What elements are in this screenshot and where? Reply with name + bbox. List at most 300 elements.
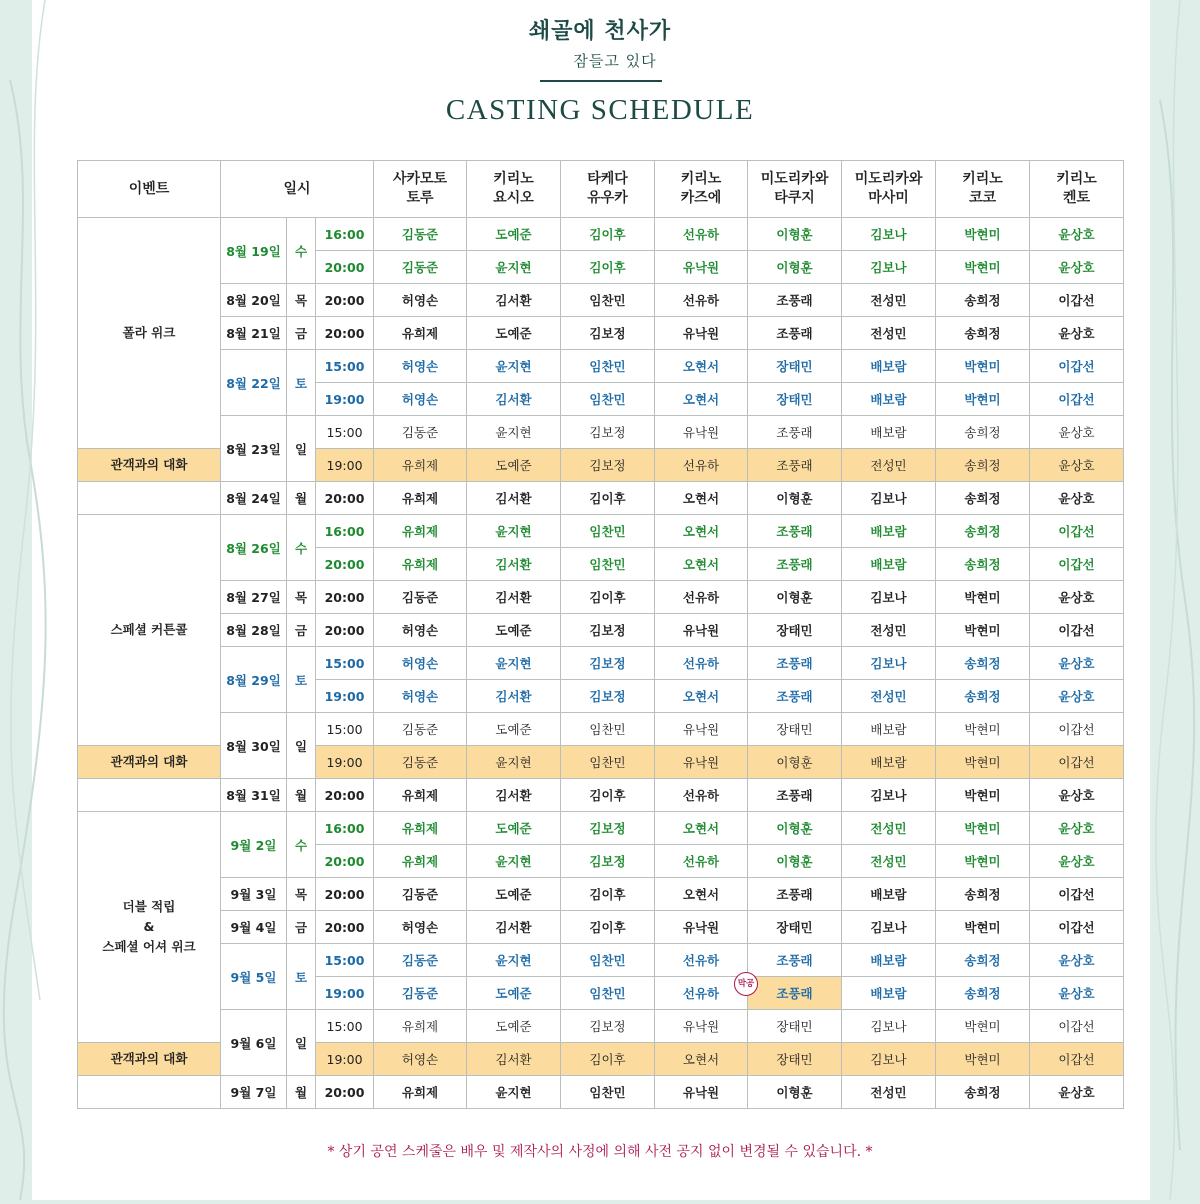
cast-cell: 김보정	[561, 812, 655, 845]
cast-cell: 장태민	[748, 614, 842, 647]
cast-cell: 송희정	[936, 647, 1030, 680]
cast-cell: 배보람	[842, 713, 936, 746]
cast-cell: 김동준	[374, 218, 467, 251]
date-cell: 8월 22일	[221, 350, 287, 416]
cast-cell: 박현미	[936, 1043, 1030, 1076]
time-cell: 15:00	[316, 1010, 374, 1043]
cast-cell: 허영손	[374, 647, 467, 680]
cast-cell: 이형훈	[748, 1076, 842, 1109]
cast-cell: 유희제	[374, 449, 467, 482]
cast-cell: 조풍래	[748, 878, 842, 911]
event-talk-label: 관객과의 대화	[78, 746, 221, 779]
logo-title-line1: 쇄골에 천사가	[528, 18, 672, 44]
event-label: 폴라 위크	[78, 218, 221, 449]
cast-cell: 임찬민	[561, 746, 655, 779]
cast-cell: 김동준	[374, 746, 467, 779]
event-talk-label: 관객과의 대화	[78, 1043, 221, 1076]
cast-cell: 도예준	[467, 878, 561, 911]
cast-cell: 박현미	[936, 251, 1030, 284]
cast-cell: 송희정	[936, 944, 1030, 977]
header-role-2: 키리노 요시오	[467, 161, 561, 218]
cast-cell: 김동준	[374, 977, 467, 1010]
date-cell: 8월 26일	[221, 515, 287, 581]
cast-cell: 허영손	[374, 350, 467, 383]
cast-cell: 유희제	[374, 317, 467, 350]
cast-cell: 윤상호	[1030, 944, 1124, 977]
cast-cell: 윤상호	[1030, 581, 1124, 614]
time-cell: 16:00	[316, 218, 374, 251]
time-cell: 20:00	[316, 845, 374, 878]
date-cell: 8월 29일	[221, 647, 287, 713]
day-cell: 토	[287, 944, 316, 1010]
cast-cell: 김이후	[561, 878, 655, 911]
cast-cell: 김이후	[561, 218, 655, 251]
cast-cell: 조풍래	[748, 317, 842, 350]
cast-cell: 윤지현	[467, 944, 561, 977]
header-role-3: 타케다 유우카	[561, 161, 655, 218]
date-cell: 9월 3일	[221, 878, 287, 911]
cast-cell: 조풍래	[748, 680, 842, 713]
cast-cell: 이형훈	[748, 251, 842, 284]
day-cell: 금	[287, 317, 316, 350]
cast-cell: 윤상호	[1030, 647, 1124, 680]
cast-cell: 윤상호	[1030, 317, 1124, 350]
cast-cell: 윤지현	[467, 1076, 561, 1109]
cast-cell: 전성민	[842, 1076, 936, 1109]
cast-cell: 윤상호	[1030, 812, 1124, 845]
cast-cell: 조풍래	[748, 416, 842, 449]
cast-cell: 김서환	[467, 581, 561, 614]
table-row	[78, 317, 1124, 350]
cast-cell: 김동준	[374, 878, 467, 911]
time-cell: 19:00	[316, 383, 374, 416]
cast-cell: 오현서	[655, 878, 748, 911]
cast-cell: 이형훈	[748, 482, 842, 515]
cast-cell: 송희정	[936, 482, 1030, 515]
cast-cell: 이갑선	[1030, 1010, 1124, 1043]
cast-cell: 박현미	[936, 614, 1030, 647]
cast-cell: 이갑선	[1030, 911, 1124, 944]
cast-cell: 선유하	[655, 779, 748, 812]
cast-cell: 전성민	[842, 614, 936, 647]
cast-cell: 배보람	[842, 746, 936, 779]
day-cell: 수	[287, 812, 316, 878]
cast-cell: 이갑선	[1030, 515, 1124, 548]
casting-schedule-table	[77, 160, 1124, 1109]
cast-cell: 이갑선	[1030, 878, 1124, 911]
cast-cell: 김보정	[561, 1010, 655, 1043]
cast-cell: 임찬민	[561, 944, 655, 977]
date-cell: 9월 4일	[221, 911, 287, 944]
cast-cell: 유희제	[374, 515, 467, 548]
cast-cell: 윤상호	[1030, 218, 1124, 251]
cast-cell: 김서환	[467, 482, 561, 515]
cast-cell: 송희정	[936, 680, 1030, 713]
day-cell: 일	[287, 713, 316, 779]
cast-cell: 윤상호	[1030, 251, 1124, 284]
cast-cell: 김서환	[467, 284, 561, 317]
cast-cell: 윤상호	[1030, 680, 1124, 713]
cast-cell: 배보람	[842, 548, 936, 581]
cast-cell: 허영손	[374, 1043, 467, 1076]
cast-cell: 유낙원	[655, 713, 748, 746]
cast-cell: 도예준	[467, 812, 561, 845]
cast-cell: 송희정	[936, 317, 1030, 350]
table-row	[78, 1076, 1124, 1109]
day-cell: 토	[287, 350, 316, 416]
cast-cell: 윤상호	[1030, 416, 1124, 449]
cast-cell: 허영손	[374, 911, 467, 944]
cast-cell: 조풍래	[748, 779, 842, 812]
cast-cell: 유낙원	[655, 1010, 748, 1043]
cast-cell: 선유하	[655, 581, 748, 614]
time-cell: 15:00	[316, 713, 374, 746]
table-row	[78, 482, 1124, 515]
cast-cell: 오현서	[655, 482, 748, 515]
cast-cell: 전성민	[842, 812, 936, 845]
cast-cell: 유희제	[374, 812, 467, 845]
event-talk-label: 관객과의 대화	[78, 449, 221, 482]
cast-cell: 오현서	[655, 1043, 748, 1076]
header-role-5: 미도리카와 타쿠지	[748, 161, 842, 218]
cast-cell: 송희정	[936, 977, 1030, 1010]
cast-cell: 윤지현	[467, 845, 561, 878]
header-role-6: 미도리카와 마사미	[842, 161, 936, 218]
cast-cell: 박현미	[936, 911, 1030, 944]
cast-cell: 임찬민	[561, 284, 655, 317]
cast-cell: 장태민	[748, 383, 842, 416]
cast-cell: 배보람	[842, 878, 936, 911]
cast-cell: 오현서	[655, 350, 748, 383]
cast-cell: 송희정	[936, 515, 1030, 548]
logo-title-line2: 잠들고 있다	[573, 52, 657, 70]
cast-cell: 전성민	[842, 317, 936, 350]
cast-cell: 이갑선	[1030, 548, 1124, 581]
footnote: * 상기 공연 스케줄은 배우 및 제작사의 사정에 의해 사전 공지 없이 변경될 수 있습니다. *	[327, 1144, 873, 1160]
time-cell: 19:00	[316, 977, 374, 1010]
cast-cell: 김보나	[842, 1043, 936, 1076]
cast-cell: 임찬민	[561, 383, 655, 416]
date-cell: 8월 27일	[221, 581, 287, 614]
time-cell: 19:00	[316, 1043, 374, 1076]
time-cell: 20:00	[316, 779, 374, 812]
cast-cell: 김보나	[842, 251, 936, 284]
cast-cell: 박현미	[936, 779, 1030, 812]
header-role-1: 사카모토 토루	[374, 161, 467, 218]
date-cell: 9월 2일	[221, 812, 287, 878]
cast-cell: 장태민	[748, 1043, 842, 1076]
table-row	[78, 1010, 1124, 1043]
cast-cell: 윤지현	[467, 515, 561, 548]
day-cell: 일	[287, 416, 316, 482]
cast-cell: 김서환	[467, 548, 561, 581]
cast-cell: 전성민	[842, 680, 936, 713]
cast-cell: 유낙원	[655, 317, 748, 350]
cast-cell: 장태민	[748, 350, 842, 383]
cast-cell: 김보정	[561, 647, 655, 680]
cast-cell: 임찬민	[561, 1076, 655, 1109]
table-header-row	[78, 161, 1124, 218]
date-cell: 8월 20일	[221, 284, 287, 317]
cast-cell: 송희정	[936, 449, 1030, 482]
cast-cell: 김보나	[842, 1010, 936, 1043]
day-cell: 월	[287, 779, 316, 812]
cast-cell: 김동준	[374, 944, 467, 977]
cast-cell: 임찬민	[561, 515, 655, 548]
cast-cell: 유희제	[374, 1076, 467, 1109]
cast-cell: 조풍래	[748, 449, 842, 482]
cast-cell: 김보나	[842, 647, 936, 680]
cast-cell: 오현서	[655, 812, 748, 845]
time-cell: 20:00	[316, 284, 374, 317]
time-cell: 20:00	[316, 1076, 374, 1109]
cast-cell: 유낙원	[655, 416, 748, 449]
cast-cell: 장태민	[748, 713, 842, 746]
cast-cell: 유희제	[374, 845, 467, 878]
cast-cell: 선유하	[655, 218, 748, 251]
cast-cell: 허영손	[374, 284, 467, 317]
time-cell: 20:00	[316, 548, 374, 581]
cast-cell: 막공 조풍래	[748, 977, 842, 1010]
cast-cell: 장태민	[748, 911, 842, 944]
cast-cell: 윤지현	[467, 647, 561, 680]
cast-cell: 선유하	[655, 647, 748, 680]
table-body	[78, 218, 1124, 1109]
cast-cell: 도예준	[467, 317, 561, 350]
table-row	[78, 515, 1124, 548]
table-row	[78, 779, 1124, 812]
time-cell: 20:00	[316, 317, 374, 350]
table-row	[78, 647, 1124, 680]
cast-cell: 김동준	[374, 581, 467, 614]
cast-cell: 김서환	[467, 779, 561, 812]
cast-cell: 송희정	[936, 1076, 1030, 1109]
cast-cell: 이갑선	[1030, 350, 1124, 383]
day-cell: 월	[287, 482, 316, 515]
time-cell: 19:00	[316, 680, 374, 713]
time-cell: 20:00	[316, 878, 374, 911]
time-cell: 19:00	[316, 449, 374, 482]
cast-cell: 배보람	[842, 944, 936, 977]
cast-cell: 김서환	[467, 911, 561, 944]
date-cell: 8월 31일	[221, 779, 287, 812]
cast-cell: 허영손	[374, 614, 467, 647]
cast-cell: 선유하	[655, 977, 748, 1010]
day-cell: 금	[287, 911, 316, 944]
day-cell: 토	[287, 647, 316, 713]
table-row	[78, 416, 1124, 449]
cast-cell: 오현서	[655, 515, 748, 548]
cast-cell: 도예준	[467, 449, 561, 482]
cast-cell: 이갑선	[1030, 284, 1124, 317]
cast-cell: 선유하	[655, 845, 748, 878]
cast-cell: 김이후	[561, 779, 655, 812]
date-cell: 8월 21일	[221, 317, 287, 350]
cast-cell: 임찬민	[561, 548, 655, 581]
date-cell: 9월 5일	[221, 944, 287, 1010]
cast-cell: 윤지현	[467, 251, 561, 284]
table-row	[78, 614, 1124, 647]
cast-cell: 유낙원	[655, 911, 748, 944]
cast-cell: 도예준	[467, 218, 561, 251]
cast-cell: 도예준	[467, 614, 561, 647]
cast-cell: 이형훈	[748, 218, 842, 251]
cast-cell: 윤지현	[467, 350, 561, 383]
cast-cell: 유희제	[374, 779, 467, 812]
left-decoration	[0, 0, 60, 1200]
cast-cell: 이갑선	[1030, 713, 1124, 746]
table-row	[78, 812, 1124, 845]
right-decoration	[1150, 0, 1200, 1200]
header-role-7: 키리노 코코	[936, 161, 1030, 218]
cast-cell: 조풍래	[748, 515, 842, 548]
table-row	[78, 218, 1124, 251]
day-cell: 금	[287, 614, 316, 647]
cast-cell: 조풍래	[748, 944, 842, 977]
cast-cell: 유희제	[374, 1010, 467, 1043]
cast-cell: 전성민	[842, 284, 936, 317]
cast-cell: 도예준	[467, 977, 561, 1010]
header-role-8: 키리노 켄토	[1030, 161, 1124, 218]
cast-cell: 박현미	[936, 1010, 1030, 1043]
cast-cell: 조풍래	[748, 647, 842, 680]
cast-cell: 이형훈	[748, 746, 842, 779]
cast-cell: 김보정	[561, 680, 655, 713]
time-cell: 16:00	[316, 515, 374, 548]
cast-cell: 이형훈	[748, 845, 842, 878]
cast-cell: 박현미	[936, 383, 1030, 416]
cast-cell: 박현미	[936, 218, 1030, 251]
event-label: 스페셜 커튼콜	[78, 515, 221, 746]
cast-cell: 김보나	[842, 911, 936, 944]
cast-cell: 김동준	[374, 251, 467, 284]
time-cell: 20:00	[316, 911, 374, 944]
cast-cell: 송희정	[936, 284, 1030, 317]
cast-cell: 윤상호	[1030, 779, 1124, 812]
day-cell: 수	[287, 515, 316, 581]
day-cell: 월	[287, 1076, 316, 1109]
cast-cell: 도예준	[467, 713, 561, 746]
event-label-continued	[78, 779, 221, 812]
cast-cell: 배보람	[842, 416, 936, 449]
cast-cell: 전성민	[842, 449, 936, 482]
day-cell: 목	[287, 878, 316, 911]
cast-cell: 전성민	[842, 845, 936, 878]
cast-cell: 유낙원	[655, 251, 748, 284]
header-event: 이벤트	[78, 161, 221, 218]
time-cell: 20:00	[316, 581, 374, 614]
cast-cell: 송희정	[936, 416, 1030, 449]
time-cell: 15:00	[316, 944, 374, 977]
cast-cell: 김서환	[467, 383, 561, 416]
cast-cell: 김보정	[561, 614, 655, 647]
cast-cell: 배보람	[842, 977, 936, 1010]
date-cell: 9월 7일	[221, 1076, 287, 1109]
cast-cell: 윤지현	[467, 416, 561, 449]
cast-cell: 김이후	[561, 482, 655, 515]
last-performance-badge: 막공	[734, 972, 758, 996]
cast-cell: 윤상호	[1030, 1076, 1124, 1109]
cast-cell: 오현서	[655, 548, 748, 581]
cast-cell: 김보정	[561, 416, 655, 449]
cast-cell: 유낙원	[655, 614, 748, 647]
cast-cell: 허영손	[374, 680, 467, 713]
cast-cell: 오현서	[655, 680, 748, 713]
cast-cell: 임찬민	[561, 977, 655, 1010]
cast-cell: 유낙원	[655, 746, 748, 779]
cast-cell: 김보나	[842, 218, 936, 251]
date-cell: 8월 19일	[221, 218, 287, 284]
table-row	[78, 713, 1124, 746]
event-label-continued	[78, 1076, 221, 1109]
day-cell: 일	[287, 1010, 316, 1076]
cast-cell: 이갑선	[1030, 746, 1124, 779]
event-label: 더블 적립 & 스페셜 어셔 위크	[78, 812, 221, 1043]
cast-cell: 김동준	[374, 713, 467, 746]
day-cell: 목	[287, 581, 316, 614]
cast-cell: 박현미	[936, 350, 1030, 383]
cast-cell: 장태민	[748, 1010, 842, 1043]
cast-cell: 김이후	[561, 911, 655, 944]
cast-cell: 조풍래	[748, 548, 842, 581]
cast-cell: 임찬민	[561, 713, 655, 746]
header	[0, 0, 1200, 150]
cast-cell: 허영손	[374, 383, 467, 416]
table-row	[78, 581, 1124, 614]
cast-cell: 김이후	[561, 581, 655, 614]
cast-cell: 윤상호	[1030, 977, 1124, 1010]
date-cell: 8월 24일	[221, 482, 287, 515]
cast-cell: 김이후	[561, 1043, 655, 1076]
cast-cell: 유희제	[374, 548, 467, 581]
cast-cell: 유희제	[374, 482, 467, 515]
date-cell: 9월 6일	[221, 1010, 287, 1076]
cast-cell: 김보정	[561, 449, 655, 482]
cast-cell: 박현미	[936, 581, 1030, 614]
date-cell: 8월 28일	[221, 614, 287, 647]
date-cell: 8월 30일	[221, 713, 287, 779]
cast-cell: 도예준	[467, 1010, 561, 1043]
table-row	[78, 350, 1124, 383]
cast-cell: 윤상호	[1030, 449, 1124, 482]
cast-cell: 김이후	[561, 251, 655, 284]
cast-cell: 송희정	[936, 548, 1030, 581]
cast-cell: 이형훈	[748, 812, 842, 845]
cast-cell: 박현미	[936, 812, 1030, 845]
cast-cell: 오현서	[655, 383, 748, 416]
cast-cell: 김보정	[561, 845, 655, 878]
cast-cell: 송희정	[936, 878, 1030, 911]
cast-cell: 윤지현	[467, 746, 561, 779]
cast-cell: 윤상호	[1030, 482, 1124, 515]
table-row	[78, 878, 1124, 911]
cast-cell: 이갑선	[1030, 1043, 1124, 1076]
time-cell: 20:00	[316, 482, 374, 515]
cast-cell: 김서환	[467, 1043, 561, 1076]
logo-rule	[540, 80, 662, 82]
cast-cell: 이형훈	[748, 581, 842, 614]
time-cell: 16:00	[316, 812, 374, 845]
cast-cell: 김보나	[842, 779, 936, 812]
cast-cell: 유낙원	[655, 1076, 748, 1109]
cast-cell: 윤상호	[1030, 845, 1124, 878]
cast-cell: 배보람	[842, 383, 936, 416]
cast-cell: 배보람	[842, 350, 936, 383]
cast-cell: 선유하	[655, 944, 748, 977]
cast-cell: 김보정	[561, 317, 655, 350]
time-cell: 15:00	[316, 416, 374, 449]
event-label-continued	[78, 482, 221, 515]
